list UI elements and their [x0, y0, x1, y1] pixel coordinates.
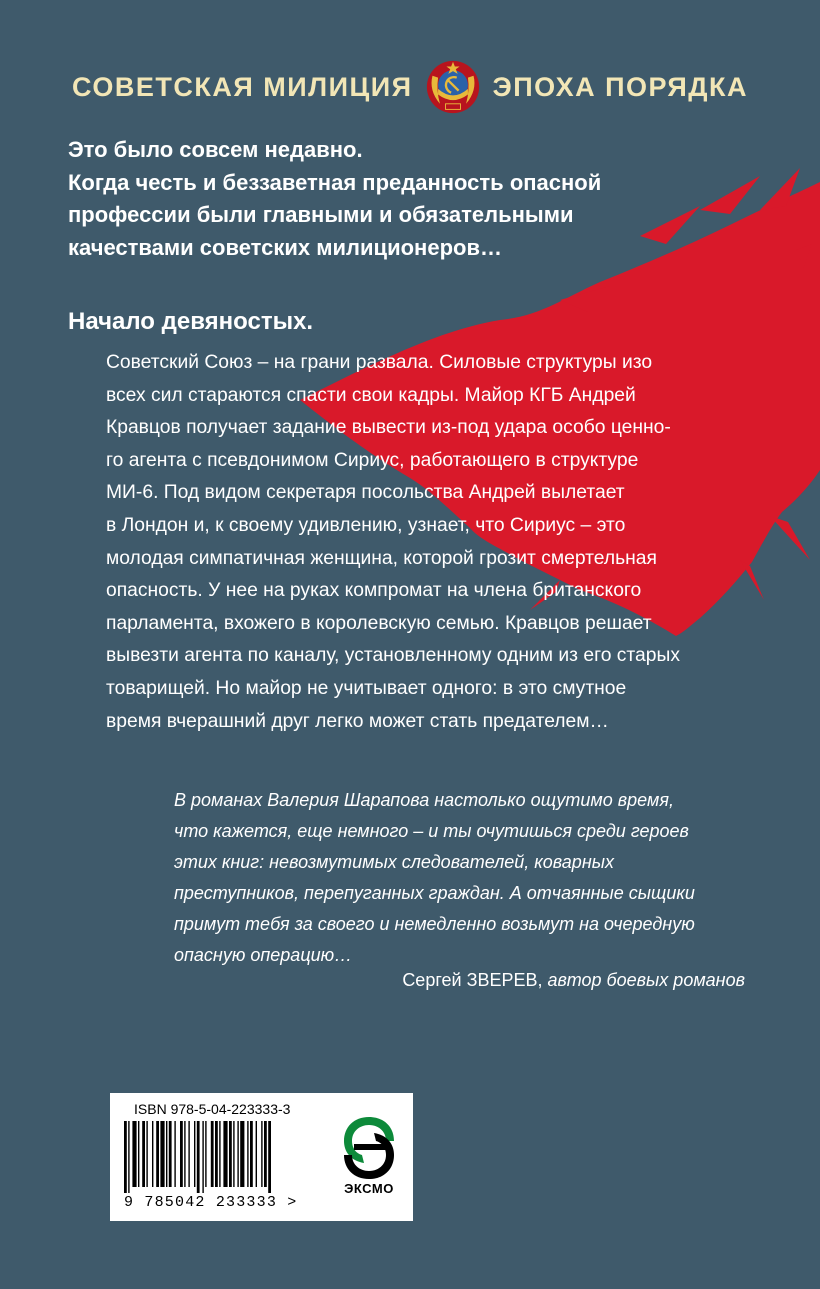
barcode-bar: [211, 1121, 214, 1187]
barcode-digits: 9 785042 233333 >: [124, 1194, 298, 1211]
synopsis-line: опасность. У нее на руках компромат на члена британского: [106, 580, 642, 602]
quote-line: опасную операцию…: [174, 945, 353, 965]
barcode-bar: [233, 1121, 234, 1187]
review-quote: [174, 785, 774, 971]
quote-attribution: [402, 970, 745, 991]
intro-line: качествами советских милиционеров…: [68, 234, 502, 260]
barcode-icon: [124, 1121, 324, 1193]
synopsis-line: го агента с псевдонимом Сириус, работающего в структуре: [106, 449, 639, 471]
quote-line: В романах Валерия Шарапова настолько ощутимо время,: [174, 790, 674, 810]
publisher-name: ЭКСМО: [344, 1181, 394, 1196]
section-heading: Начало девяностых.: [68, 308, 314, 335]
barcode-bar: [146, 1121, 147, 1187]
barcode-bar: [132, 1121, 136, 1187]
quote-line: преступников, перепуганных граждан. А отчаянные сыщики: [174, 883, 695, 903]
synopsis-line: МИ-6. Под видом секретаря посольства Андрей вылетает: [106, 482, 625, 504]
intro-line: профессии были главными и обязательными: [68, 202, 574, 227]
barcode-bar: [169, 1121, 172, 1187]
barcode-bar: [261, 1121, 262, 1187]
intro-line: Это было совсем недавно.: [68, 137, 363, 162]
isbn-text: ISBN 978-5-04-223333-3: [134, 1101, 291, 1117]
series-title-right: ЭПОХА ПОРЯДКА: [492, 71, 748, 102]
barcode-bar: [197, 1121, 200, 1193]
barcode-bar: [219, 1121, 220, 1187]
barcode-bar: [268, 1121, 271, 1193]
barcode-bar: [229, 1121, 232, 1187]
barcode-bar: [160, 1121, 164, 1187]
synopsis-line: парламента, вхожего в королевскую семью. Кравцов решает: [106, 612, 652, 634]
barcode-bar: [264, 1121, 267, 1187]
barcode-bar: [205, 1121, 206, 1187]
synopsis-line: в Лондон и, к своему удивлению, узнает, что Сириус – это: [106, 514, 626, 536]
barcode-panel: [110, 1093, 413, 1221]
barcode-bar: [166, 1121, 167, 1187]
barcode-bar: [215, 1121, 218, 1187]
attribution-name: Сергей ЗВЕРЕВ,: [402, 970, 543, 990]
barcode-bar: [202, 1121, 203, 1193]
intro-line: Когда честь и беззаветная преданность опасной: [68, 169, 602, 195]
barcode-bar: [188, 1121, 189, 1187]
barcode-bar: [142, 1121, 145, 1187]
barcode-bar: [174, 1121, 175, 1187]
synopsis-text: [106, 347, 756, 738]
synopsis-line: Кравцов получает задание вывести из-под удара особо ценно-: [106, 417, 671, 439]
quote-line: что кажется, еще немного – и ты очутишься среди героев: [174, 821, 689, 841]
barcode-bar: [237, 1121, 238, 1187]
barcode-bar: [156, 1121, 159, 1187]
barcode-bar: [247, 1121, 248, 1187]
synopsis-line: всех сил стараются спасти свои кадры. Майор КГБ Андрей: [106, 384, 636, 406]
synopsis-line: вывезти агента по каналу, установленному одним из его старых: [106, 645, 680, 667]
synopsis-line: товарищей. Но майор не учитывает одного: в это смутное: [106, 677, 627, 699]
barcode-bar: [128, 1121, 129, 1193]
ussr-emblem-icon: [425, 59, 481, 115]
synopsis-line: Советский Союз – на грани развала. Силовые структуры изо: [106, 352, 653, 373]
barcode-bar: [152, 1121, 153, 1187]
barcode-bar: [250, 1121, 253, 1187]
series-title-left: СОВЕТСКАЯ МИЛИЦИЯ: [72, 71, 413, 102]
attribution-role: автор боевых романов: [547, 970, 745, 990]
series-header: [0, 62, 820, 112]
barcode-bar: [256, 1121, 257, 1187]
quote-line: примут тебя за своего и немедленно возьмут на очередную: [174, 914, 695, 934]
barcode-bar: [180, 1121, 183, 1187]
barcode-bar: [124, 1121, 127, 1193]
quote-line: этих книг: невозмутимых следователей, коварных: [174, 852, 614, 872]
synopsis-line: молодая симпатичная женщина, которой грозит смертельная: [106, 547, 657, 569]
intro-text: [68, 134, 768, 264]
barcode-bar: [184, 1121, 185, 1187]
synopsis-line: время вчерашний друг легко может стать предателем…: [106, 710, 609, 732]
barcode-bar: [138, 1121, 139, 1187]
barcode-bar: [194, 1121, 195, 1187]
barcode-bar: [223, 1121, 227, 1187]
barcode-bar: [240, 1121, 244, 1187]
